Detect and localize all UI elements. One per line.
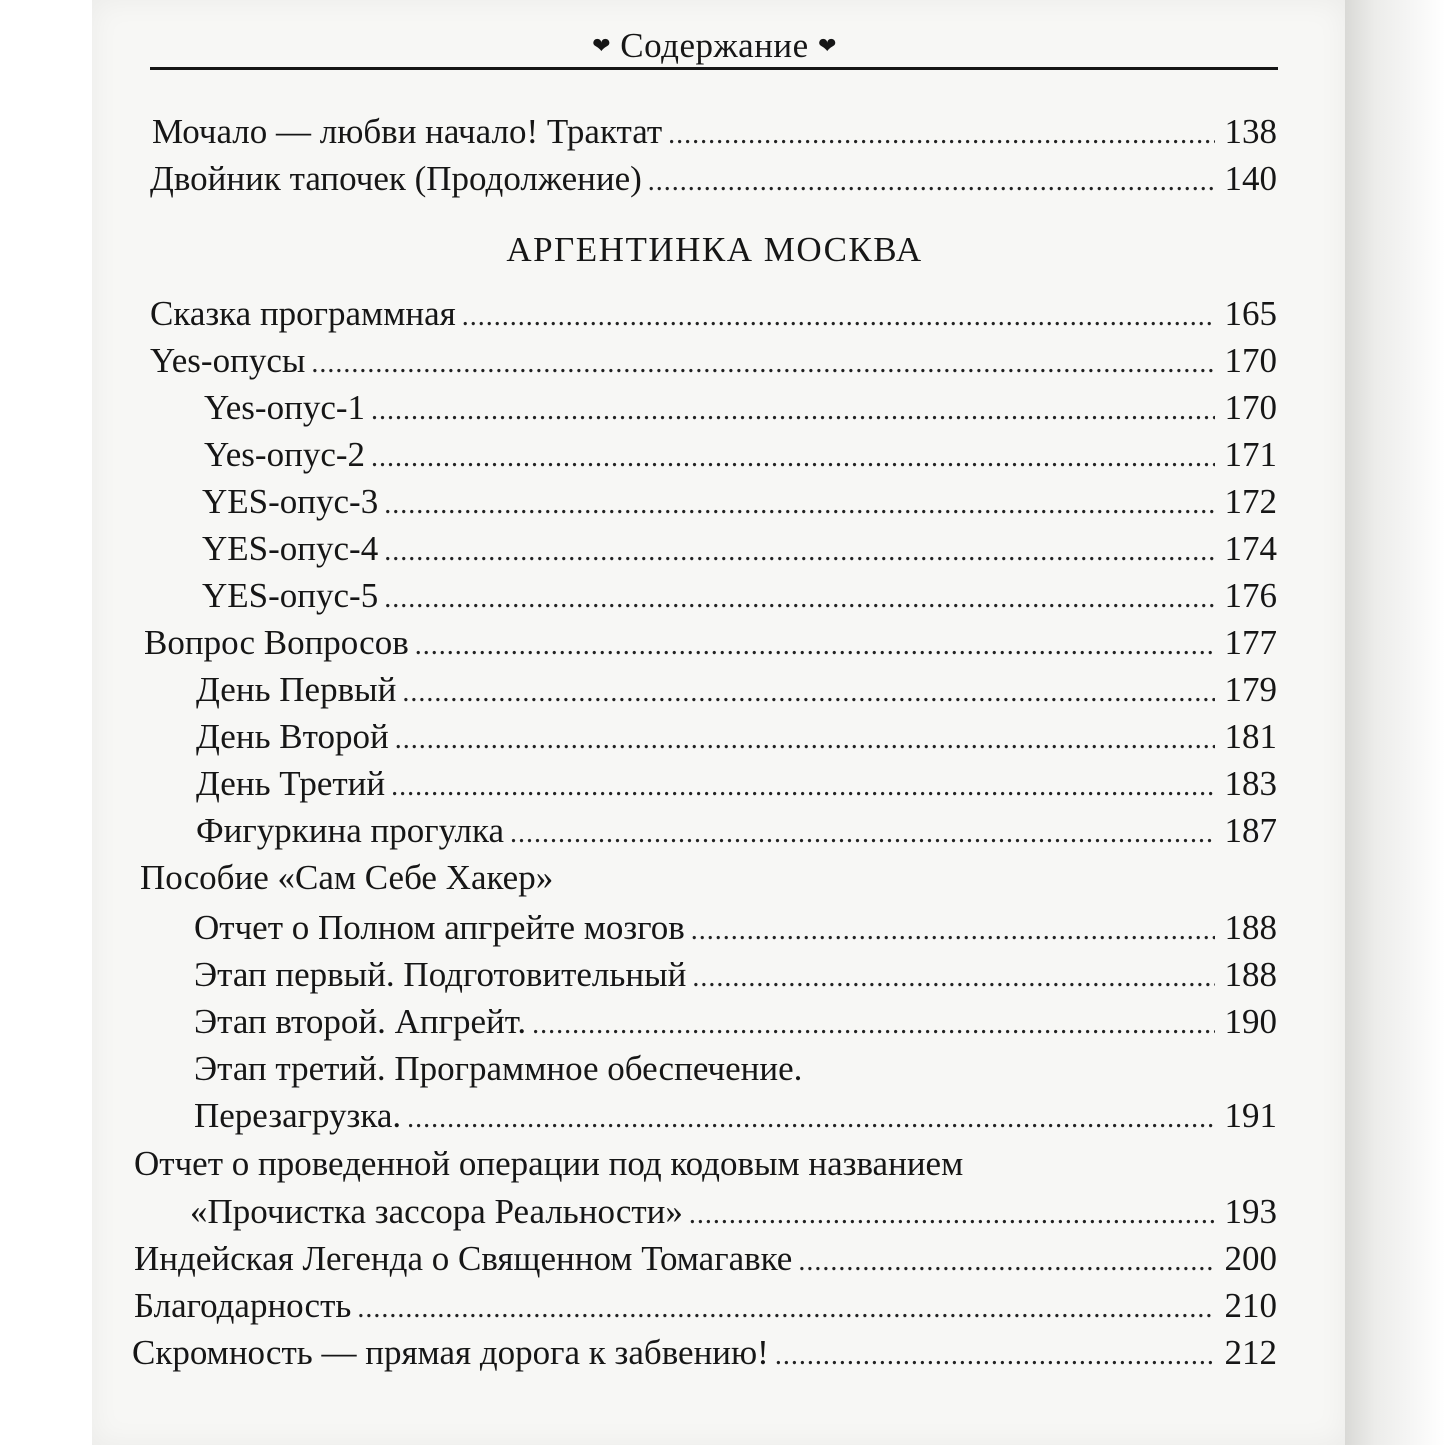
toc-entry-title: Вопрос Вопросов [144,623,409,662]
heart-ornament-icon: ❤ [592,33,612,58]
toc-entry[interactable] [196,713,1277,761]
toc-entry-page: 187 [1224,811,1277,850]
toc-entry-page: 212 [1224,1333,1277,1372]
toc-entry-page: 188 [1224,955,1277,994]
dot-leader [691,907,1215,955]
toc-entry-title: Фигуркина прогулка [196,811,505,850]
toc-entry-page: 190 [1224,1002,1277,1041]
dot-leader [384,481,1215,529]
dot-leader [689,1191,1215,1239]
toc-entry-title: День Первый [196,670,397,709]
heart-ornament-icon: ❤ [817,33,837,58]
toc-entry-title: YES-опус-4 [202,529,379,568]
dot-leader [311,340,1215,388]
toc-entry[interactable] [152,108,1277,156]
dot-leader [384,528,1215,576]
section-title: АРГЕНТИНКА МОСКВА [506,230,923,269]
dot-leader [462,293,1215,341]
dot-leader [384,575,1215,623]
toc-entry-title: «Прочистка зассора Реальности» [190,1192,683,1231]
toc-entry-page: 200 [1224,1239,1277,1278]
toc-entry-page: 165 [1224,294,1277,333]
toc-entry-page: 179 [1224,670,1277,709]
dot-leader [510,810,1215,858]
toc-entry-page: 138 [1224,112,1277,151]
toc-entry-page: 181 [1224,717,1277,756]
toc-entry[interactable] [196,760,1277,808]
toc-entry[interactable] [194,904,1277,952]
toc-entry-title: Перезагрузка. [194,1096,402,1135]
toc-entry-title: Yes-опусы [150,341,306,380]
toc-entry-page: 170 [1224,341,1277,380]
dot-leader [395,716,1215,764]
toc-entry-title: Мочало — любви начало! Трактат [152,112,663,151]
toc-entry-title: YES-опус-5 [202,576,379,615]
toc-entry[interactable] [196,666,1277,714]
toc-entry[interactable] [190,1188,1277,1236]
toc-entry-page: 172 [1224,482,1277,521]
dot-leader [357,1285,1215,1333]
toc-entry-page: 188 [1224,908,1277,947]
toc-entry[interactable] [132,1329,1277,1377]
dot-leader [391,763,1215,811]
toc-entry-title: Двойник тапочек (Продолжение) [150,159,642,198]
toc-entry-page: 183 [1224,764,1277,803]
toc-entry[interactable] [204,384,1277,432]
toc-group-heading[interactable]: Пособие «Сам Себе Хакер» [140,858,554,897]
toc-entry-title: Этап первый. Подготовительный [194,955,687,994]
toc-entry[interactable] [204,431,1277,479]
toc-entry[interactable] [196,807,1277,855]
toc-entry-title-line[interactable]: Этап третий. Программное обеспечение. [194,1049,803,1088]
toc-entry[interactable] [150,337,1277,385]
toc-entry-page: 176 [1224,576,1277,615]
toc-entry-title-line[interactable]: Отчет о проведенной операции под кодовым названием [134,1144,964,1183]
dot-leader [407,1095,1215,1143]
toc-entry-title: Yes-опус-1 [204,388,366,427]
toc-entry[interactable] [194,951,1277,999]
running-head-title: Содержание [620,26,809,65]
dot-leader [648,158,1215,206]
toc-entry-page: 177 [1224,623,1277,662]
dot-leader [532,1001,1215,1049]
dot-leader [692,954,1215,1002]
toc-entry-title: День Третий [196,764,386,803]
toc-entry-title: День Второй [196,717,389,756]
toc-entry-page: 140 [1224,159,1277,198]
toc-entry-title: Индейская Легенда о Священном Томагавке [134,1239,793,1278]
toc-entry-page: 193 [1224,1192,1277,1231]
toc-entry[interactable] [144,619,1277,667]
toc-entry-page: 174 [1224,529,1277,568]
toc-entry-title: Скромность — прямая дорога к забвению! [132,1333,769,1372]
dot-leader [798,1238,1215,1286]
toc-entry-title: Yes-опус-2 [204,435,366,474]
toc-entry-title: Этап второй. Апгрейт. [194,1002,527,1041]
dot-leader [668,111,1215,159]
dot-leader [402,669,1215,717]
toc-entry-title: Сказка программная [150,294,456,333]
toc-entry[interactable] [202,572,1277,620]
toc-entry[interactable] [150,155,1277,203]
toc-entry-page: 170 [1224,388,1277,427]
dot-leader [371,434,1215,482]
toc-entry-title: Благодарность [134,1286,352,1325]
toc-entry-title: Отчет о Полном апгрейте мозгов [194,908,685,947]
toc-entry[interactable] [150,290,1277,338]
toc-entry-page: 171 [1224,435,1277,474]
toc-entry[interactable] [194,1092,1277,1140]
toc-entry-page: 210 [1224,1286,1277,1325]
toc-entry-title: YES-опус-3 [202,482,379,521]
dot-leader [371,387,1215,435]
toc-entry[interactable] [202,478,1277,526]
toc-entry[interactable] [134,1282,1277,1330]
dot-leader [415,622,1215,670]
toc-entry[interactable] [202,525,1277,573]
dot-leader [775,1332,1215,1380]
toc-entry[interactable] [134,1235,1277,1283]
toc-entry-page: 191 [1224,1096,1277,1135]
toc-entry[interactable] [194,998,1277,1046]
